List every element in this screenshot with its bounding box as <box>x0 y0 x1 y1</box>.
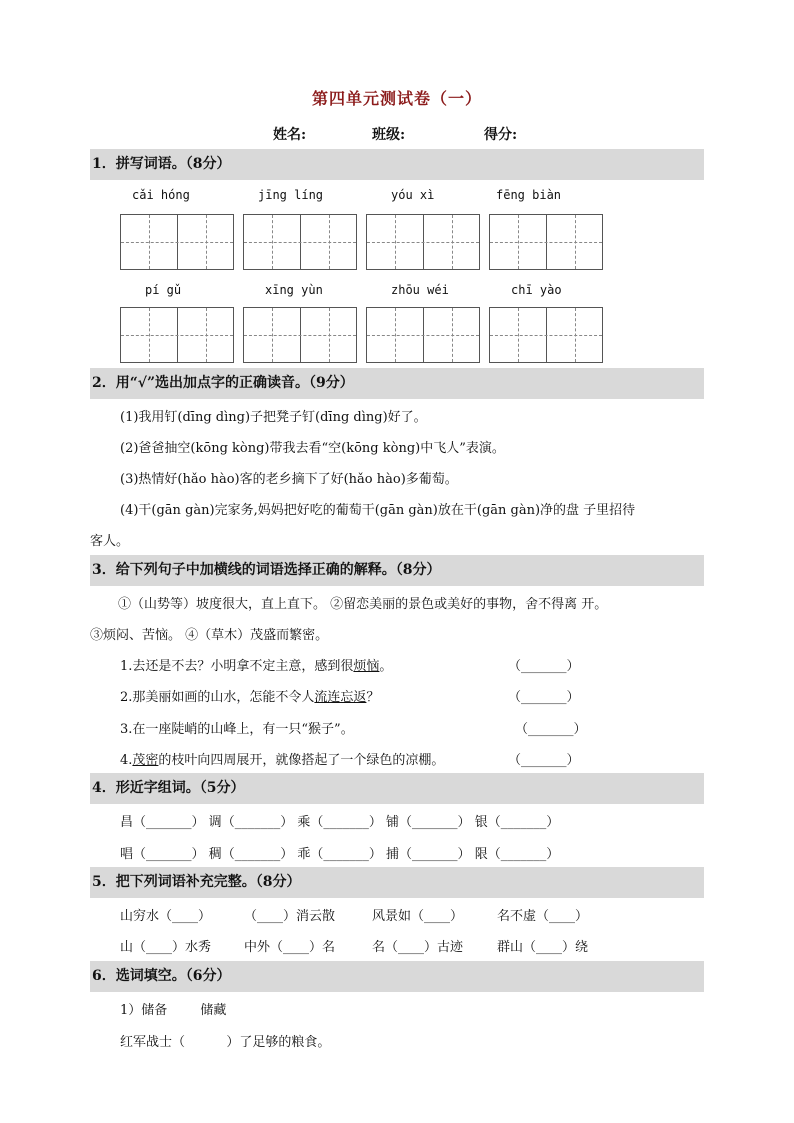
pinyin-5: pí gǔ <box>145 283 182 297</box>
question-line: (2)爸爸抽空(kōng kòng)带我去看“空(kōng kòng)中飞人”表演。 <box>120 441 505 456</box>
student-info <box>0 124 794 142</box>
writing-grid[interactable] <box>366 214 480 270</box>
idiom-item[interactable]: 风景如（____） <box>372 909 464 924</box>
question-line: 客人。 <box>90 534 130 549</box>
answer-blank[interactable]: （_______） <box>508 753 580 768</box>
section-6-heading: 6．选词填空。（6分） <box>90 961 704 992</box>
writing-grid[interactable] <box>243 214 357 270</box>
writing-grid[interactable] <box>366 307 480 363</box>
pinyin-8: chī yào <box>511 283 562 297</box>
pinyin-6: xīng yùn <box>265 283 323 297</box>
fill-sentence[interactable]: 红军战士（ ）了足够的粮食。 <box>120 1035 331 1050</box>
idiom-item[interactable]: 名（____）古迹 <box>372 940 464 955</box>
pinyin-3: yóu xì <box>391 188 435 202</box>
section-1-heading: 1．拼写词语。（8分） <box>90 149 704 180</box>
section-5-heading: 5．把下列词语补充完整。（8分） <box>90 867 704 898</box>
answer-blank[interactable]: （_______） <box>508 690 580 705</box>
word-row: 唱（_______） 稠（_______） 乖（_______） 捕（_______） 限（_______） <box>120 847 560 862</box>
pinyin-1: cǎi hóng <box>132 188 190 202</box>
idiom-item[interactable]: 山穷水（____） <box>120 909 212 924</box>
class-label: 班级: <box>372 127 406 143</box>
question-line: 3.在一座陡峭的山峰上，有一只“猴子”。 <box>120 722 354 737</box>
answer-blank[interactable]: （_______） <box>508 659 580 674</box>
question-line: (3)热情好(hǎo hào)客的老乡摘下了好(hǎo hào)多葡萄。 <box>120 472 458 487</box>
page-title: 第四单元测试卷（一） <box>311 89 482 108</box>
section-2-heading: 2．用“√”选出加点字的正确读音。（9分） <box>90 368 704 399</box>
definition-line: ①（山势等）坡度很大，直上直下。 ②留恋美丽的景色或美好的事物，舍不得离 开。 <box>118 597 608 612</box>
word-row: 昌（_______） 调（_______） 乘（_______） 铺（_______） 银（_______） <box>120 815 560 830</box>
writing-grid[interactable] <box>120 214 234 270</box>
question-line: 4.茂密的枝叶向四周展开，就像搭起了一个绿色的凉棚。 <box>120 753 445 768</box>
idiom-item[interactable]: （____）消云散 <box>244 909 336 924</box>
section-3-heading: 3．给下列句子中加横线的词语选择正确的解释。（8分） <box>90 555 704 586</box>
idiom-item[interactable]: 中外（____）名 <box>244 940 336 955</box>
writing-grid[interactable] <box>120 307 234 363</box>
name-label: 姓名: <box>273 127 307 143</box>
question-line: 1.去还是不去？小明拿不定主意，感到很烦恼。 <box>120 659 393 674</box>
section-4-heading: 4．形近字组词。（5分） <box>90 773 704 804</box>
pinyin-7: zhōu wéi <box>391 283 449 297</box>
question-line: 2.那美丽如画的山水，怎能不令人流连忘返？ <box>120 690 380 705</box>
pinyin-4: fēng biàn <box>496 188 562 202</box>
question-line: (1)我用钉(dīng dìng)子把凳子钉(dīng dìng)好了。 <box>120 410 427 425</box>
score-label: 得分: <box>484 127 518 143</box>
writing-grid[interactable] <box>489 214 603 270</box>
idiom-item[interactable]: 群山（____）绕 <box>497 940 589 955</box>
idiom-item[interactable]: 名不虚（____） <box>497 909 589 924</box>
writing-grid[interactable] <box>243 307 357 363</box>
definition-line: ③烦闷、苦恼。 ④（草木）茂盛而繁密。 <box>90 628 329 643</box>
pinyin-2: jīng líng <box>258 188 324 202</box>
idiom-item[interactable]: 山（____）水秀 <box>120 940 212 955</box>
writing-grid[interactable] <box>489 307 603 363</box>
word-options: 1）储备 储藏 <box>120 1003 227 1018</box>
answer-blank[interactable]: （_______） <box>515 722 587 737</box>
question-line: (4)干(gān gàn)完家务,妈妈把好吃的葡萄干(gān gàn)放在干(gān gàn)净的盘 子里招待 <box>120 503 636 518</box>
